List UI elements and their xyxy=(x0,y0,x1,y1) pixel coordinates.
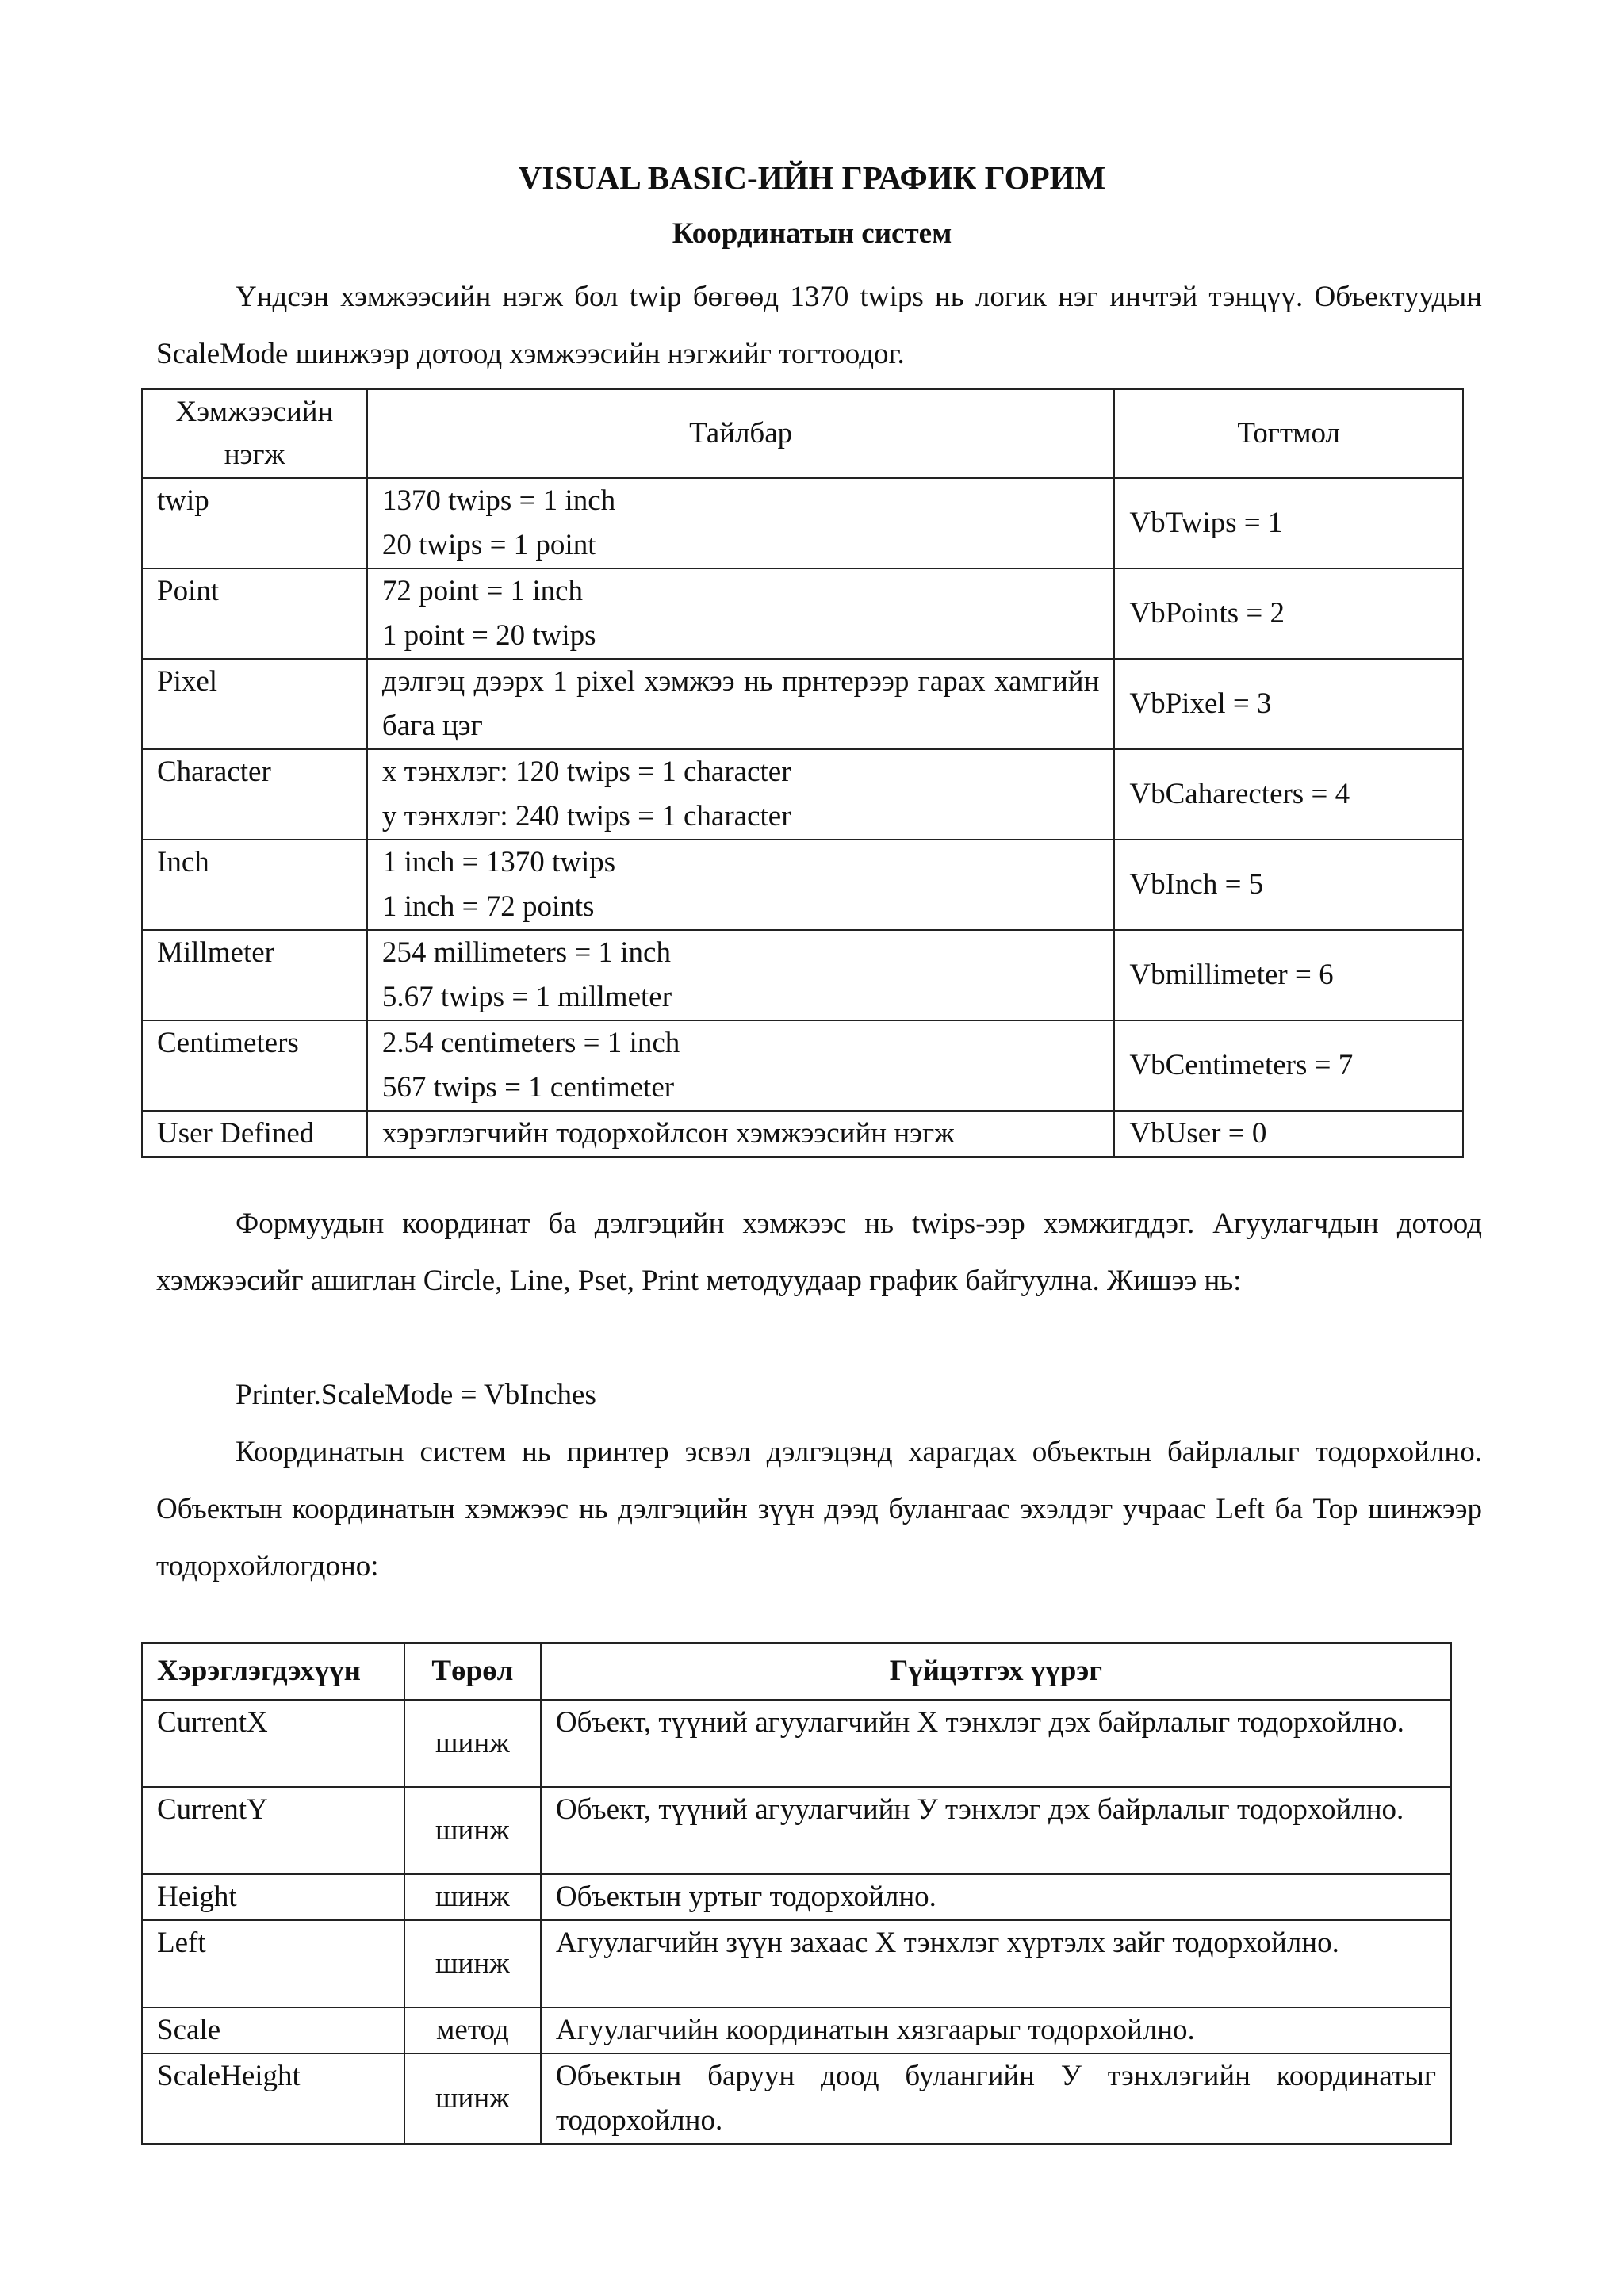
header-constant: Тогтмол xyxy=(1114,389,1463,478)
description-line: 20 twips = 1 point xyxy=(381,529,596,561)
member-type-cell: шинж xyxy=(404,1874,541,1920)
member-type-cell: шинж xyxy=(404,1787,541,1874)
description-line: 5.67 twips = 1 millmeter xyxy=(381,981,672,1013)
header-unit: Хэмжээсийн нэгж xyxy=(142,389,367,478)
unit-cell: Character xyxy=(142,749,367,840)
page-title: VISUAL BASIC-ИЙН ГРАФИК ГОРИМ xyxy=(518,159,1106,196)
header-name: Хэрэглэгдэхүүн xyxy=(142,1643,404,1700)
description-line: 72 point = 1 inch xyxy=(381,575,584,607)
constant-cell: VbCentimeters = 7 xyxy=(1114,1020,1463,1111)
coordinate-system-paragraph xyxy=(156,1424,1482,1595)
unit-cell: Centimeters xyxy=(142,1020,367,1111)
constant-cell: VbCaharecters = 4 xyxy=(1114,749,1463,840)
member-type-cell: шинж xyxy=(404,1920,541,2007)
member-name-cell: Height xyxy=(142,1874,404,1920)
table-row xyxy=(142,1787,1451,1874)
unit-cell: Pixel xyxy=(142,659,367,749)
member-name-cell: ScaleHeight xyxy=(142,2053,404,2144)
description-line: 1 point = 20 twips xyxy=(381,619,596,652)
table-row xyxy=(142,1874,1451,1920)
unit-cell: Millmeter xyxy=(142,930,367,1020)
header-purpose: Гүйцэтгэх үүрэг xyxy=(541,1643,1451,1700)
description-cell: дэлгэц дээрх 1 pixel хэмжээ нь прнтерээр гарах хамгийн бага цэг xyxy=(367,659,1114,749)
code-example: Printer.ScaleMode = VbInches xyxy=(236,1379,596,1411)
description-cell: хэрэглэгчийн тодорхойлсон хэмжээсийн нэгж xyxy=(367,1111,1114,1157)
intro-text: Үндсэн хэмжээсийн нэгж бол twip бөгөөд 1370 twips нь логик нэг инчтэй тэнцүү. Объектуудын ScaleMode шинжээр дотоод хэмжээсийн нэгжийг тогтоодог. xyxy=(156,281,1482,370)
member-name-cell: Scale xyxy=(142,2007,404,2053)
unit-cell: Inch xyxy=(142,840,367,930)
constant-cell: Vbmillimeter = 6 xyxy=(1114,930,1463,1020)
description-line: 1370 twips = 1 inch xyxy=(381,484,616,517)
coordinates-paragraph xyxy=(156,1196,1482,1310)
member-name-cell: CurrentX xyxy=(142,1700,404,1787)
member-purpose-cell: Объект, түүний агуулагчийн У тэнхлэг дэх байрлалыг тодорхойлно. xyxy=(541,1787,1451,1874)
constant-cell: VbInch = 5 xyxy=(1114,840,1463,930)
units-table xyxy=(141,388,1464,1158)
description-cell xyxy=(367,568,1114,659)
member-purpose-cell: Объектын уртыг тодорхойлно. xyxy=(541,1874,1451,1920)
section-subtitle: Координатын систем xyxy=(672,217,952,250)
members-table-header xyxy=(142,1643,1451,1700)
table-row xyxy=(142,659,1463,749)
table-row xyxy=(142,1111,1463,1157)
description-line: 2.54 centimeters = 1 inch xyxy=(381,1027,680,1059)
table-row xyxy=(142,1700,1451,1787)
intro-paragraph xyxy=(156,269,1482,383)
unit-cell: Point xyxy=(142,568,367,659)
constant-cell: VbUser = 0 xyxy=(1114,1111,1463,1157)
header-description: Тайлбар xyxy=(367,389,1114,478)
coordinates-text: Формуудын координат ба дэлгэцийн хэмжээс нь twips-ээр хэмжигддэг. Агуулагчдын дотоод хэмжээсийг ашиглан Circle, Line, Pset, Print методуудаар график байгуулна. Жишээ нь: xyxy=(156,1207,1482,1297)
member-name-cell: Left xyxy=(142,1920,404,2007)
member-purpose-cell: Агуулагчийн зүүн захаас X тэнхлэг хүртэлх зайг тодорхойлно. xyxy=(541,1920,1451,2007)
description-line: 1 inch = 1370 twips xyxy=(381,846,616,878)
member-name-cell: CurrentY xyxy=(142,1787,404,1874)
table-row xyxy=(142,2007,1451,2053)
member-purpose-cell: Объект, түүний агуулагчийн X тэнхлэг дэх байрлалыг тодорхойлно. xyxy=(541,1700,1451,1787)
description-cell xyxy=(367,930,1114,1020)
table-row xyxy=(142,478,1463,568)
description-line: 254 millimeters = 1 inch xyxy=(381,936,671,969)
units-table-header xyxy=(142,389,1463,478)
member-type-cell: шинж xyxy=(404,2053,541,2144)
constant-cell: VbTwips = 1 xyxy=(1114,478,1463,568)
members-table xyxy=(141,1642,1452,2145)
table-row xyxy=(142,2053,1451,2144)
table-row xyxy=(142,1920,1451,2007)
header-type: Төрөл xyxy=(404,1643,541,1700)
description-cell xyxy=(367,749,1114,840)
member-type-cell: метод xyxy=(404,2007,541,2053)
description-line: y тэнхлэг: 240 twips = 1 character xyxy=(381,800,791,832)
table-row xyxy=(142,840,1463,930)
unit-cell: twip xyxy=(142,478,367,568)
member-type-cell: шинж xyxy=(404,1700,541,1787)
description-line: 567 twips = 1 centimeter xyxy=(381,1071,675,1104)
member-purpose-cell: Объектын баруун доод булангийн У тэнхлэгийн координатыг тодорхойлно. xyxy=(541,2053,1451,2144)
member-purpose-cell: Агуулагчийн координатын хязгаарыг тодорхойлно. xyxy=(541,2007,1451,2053)
constant-cell: VbPixel = 3 xyxy=(1114,659,1463,749)
description-line: x тэнхлэг: 120 twips = 1 character xyxy=(381,756,791,788)
coordinate-system-text: Координатын систем нь принтер эсвэл дэлгэцэнд харагдах объектын байрлалыг тодорхойлно. Объектын координатын хэмжээс нь дэлгэцийн зүүн дээд булангаас эхэлдэг учраас Left ба Top шинжээр тодорхойлогдоно: xyxy=(156,1436,1482,1582)
description-cell xyxy=(367,478,1114,568)
unit-cell: User Defined xyxy=(142,1111,367,1157)
table-row xyxy=(142,568,1463,659)
table-row xyxy=(142,1020,1463,1111)
description-cell xyxy=(367,840,1114,930)
table-row xyxy=(142,930,1463,1020)
description-line: 1 inch = 72 points xyxy=(381,890,595,923)
constant-cell: VbPoints = 2 xyxy=(1114,568,1463,659)
description-cell xyxy=(367,1020,1114,1111)
table-row xyxy=(142,749,1463,840)
